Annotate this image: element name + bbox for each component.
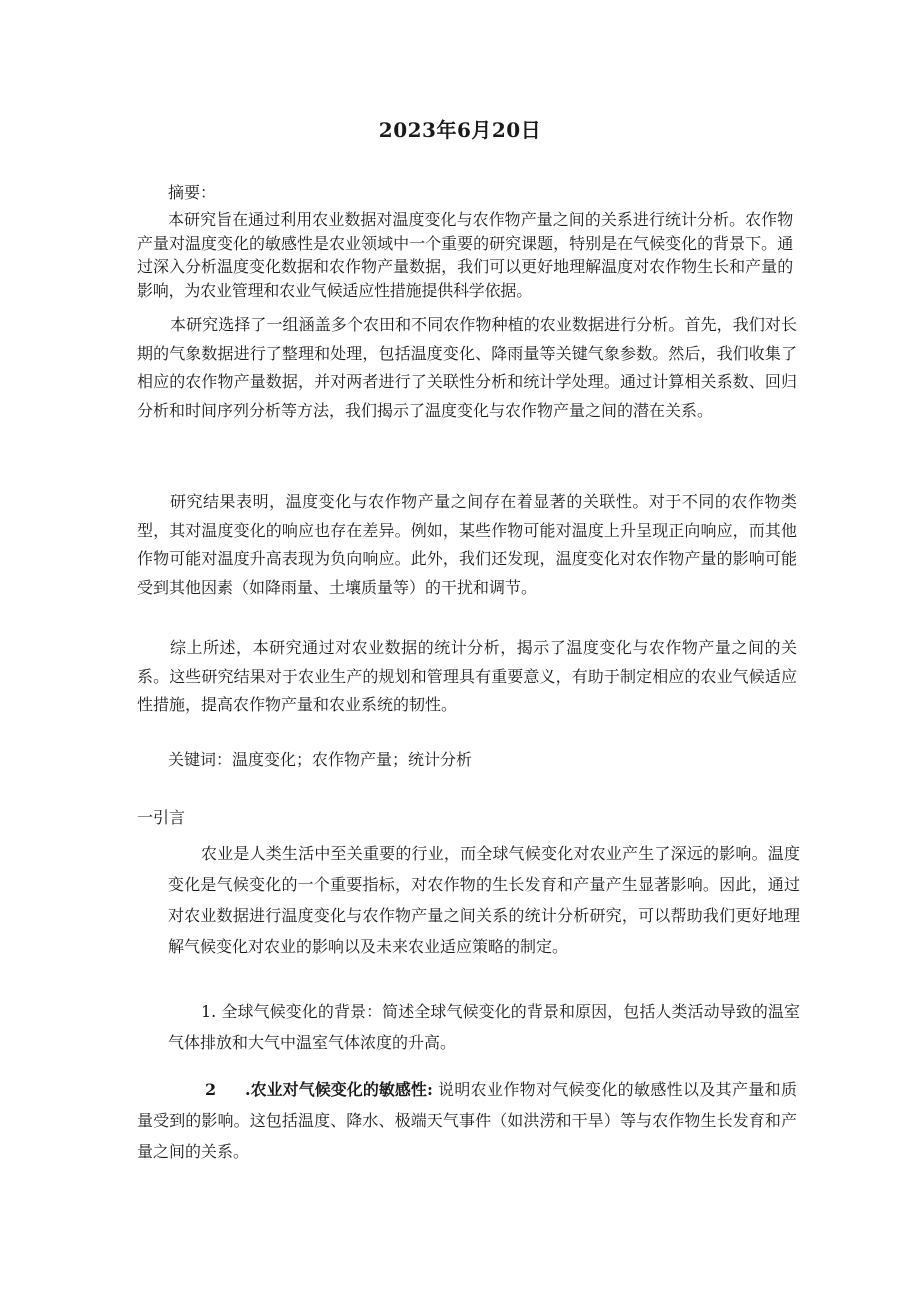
introduction-paragraph: 农业是人类生活中至关重要的行业，而全球气候变化对农业产生了深远的影响。温度变化是气候变化的一个重要指标，对农作物的生长发育和产量产生显著影响。因此，通过对农业数据进行温度变化与农作物产量之间关系的统计分析研究，可以帮助我们更好地理解气候变化对农业的影响以及未来农业适应策略的制定。 [168,844,800,956]
abstract-paragraph-1: 本研究旨在通过利用农业数据对温度变化与农作物产量之间的关系进行统计分析。农作物产量对温度变化的敏感性是农业领域中一个重要的研究课题，特别是在气候变化的背景下。通过深入分析温度变化数据和农作物产量数据，我们可以更好地理解温度对农作物生长和产量的影响，为农业管理和农业气候适应性措施提供科学依据。 [137,210,793,300]
abstract-paragraph-4: 综上所述，本研究通过对农业数据的统计分析，揭示了温度变化与农作物产量之间的关系。这些研究结果对于农业生产的规划和管理具有重要意义，有助于制定相应的农业气候适应性措施，提高农作物产量和农业系统的韧性。 [137,638,797,714]
list-item-1: 1. 全球气候变化的背景：简述全球气候变化的背景和原因，包括人类活动导致的温室气体排放和大气中温室气体浓度的升高。 [168,1002,800,1052]
document-date-title: 2023年6月20日 [378,118,542,142]
list-item-2-lead: .农业对气候变化的敏感性: [245,1080,433,1099]
list-item-2-number: 2 [205,1080,217,1099]
section-heading-introduction: 一引言 [137,808,186,827]
keywords-line: 关键词：温度变化；农作物产量；统计分析 [168,750,473,769]
list-item-2-text: 说明农业作物对气候变化的敏感性以及其产量和质量受到的影响。这包括温度、降水、极端天气事件（如洪涝和干旱）等与农作物生长发育和产量之间的关系。 [137,1080,797,1161]
abstract-paragraph-3: 研究结果表明，温度变化与农作物产量之间存在着显著的关联性。对于不同的农作物类型，其对温度变化的响应也存在差异。例如，某些作物可能对温度上升呈现正向响应，而其他作物可能对温度升高表现为负向响应。此外，我们还发现，温度变化对农作物产量的影响可能受到其他因素（如降雨量、土壤质量等）的干扰和调节。 [137,492,797,597]
abstract-label: 摘要： [168,183,217,202]
list-item-2 [137,1074,797,1167]
abstract-paragraph-2: 本研究选择了一组涵盖多个农田和不同农作物种植的农业数据进行分析。首先，我们对长期的气象数据进行了整理和处理，包括温度变化、降雨量等关键气象参数。然后，我们收集了相应的农作物产量数据，并对两者进行了关联性分析和统计学处理。通过计算相关系数、回归分析和时间序列分析等方法，我们揭示了温度变化与农作物产量之间的潜在关系。 [137,315,797,420]
